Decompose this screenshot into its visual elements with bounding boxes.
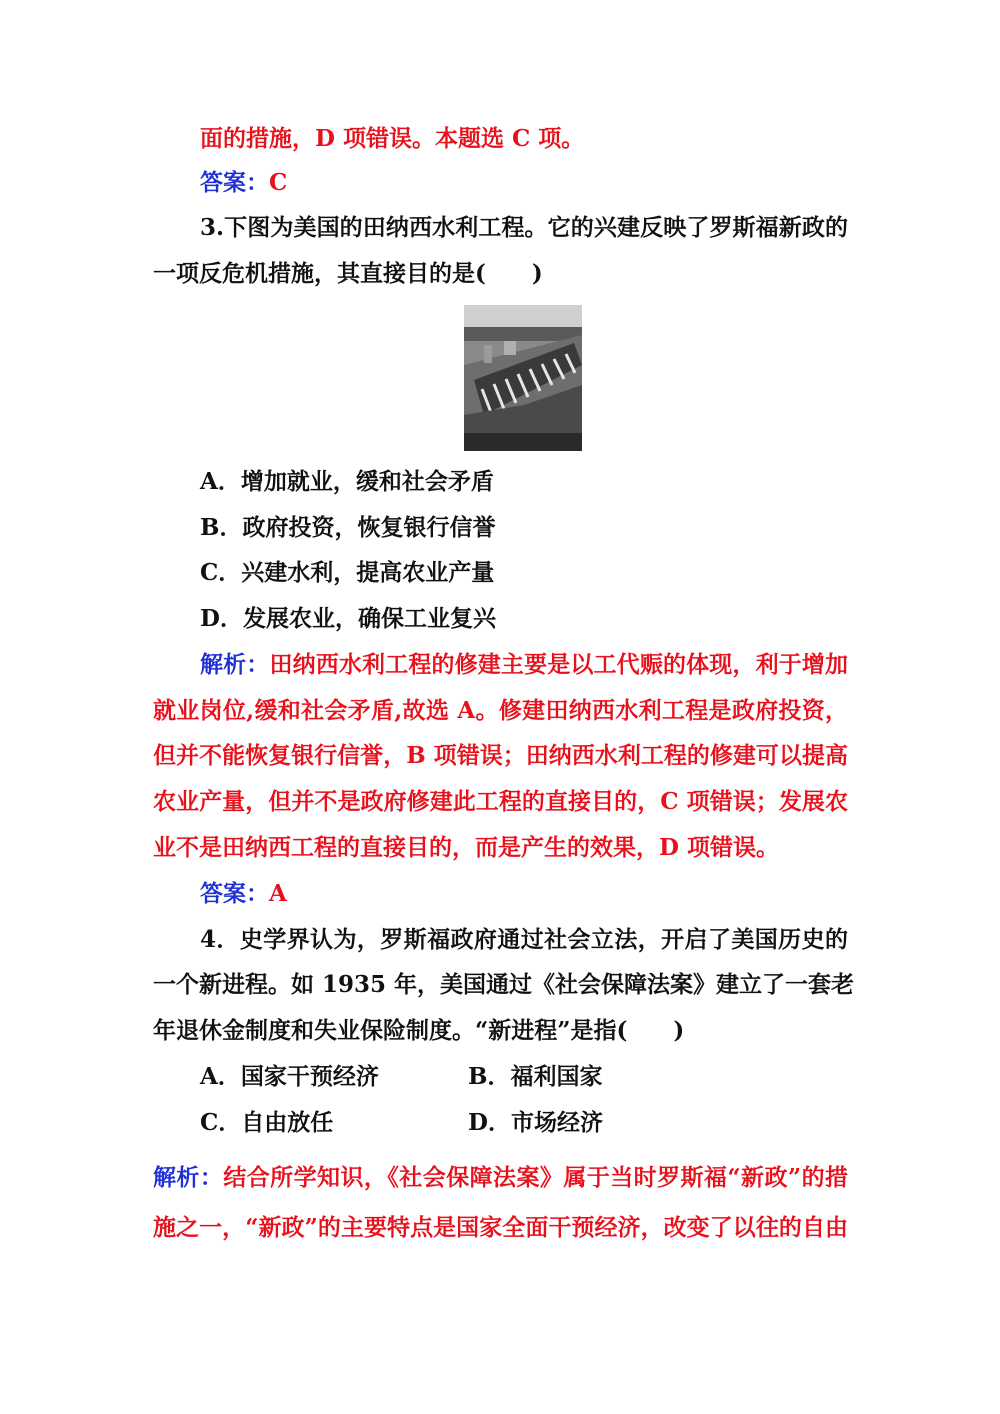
q4-analysis-line-2: 施之一，“新政”的主要特点是国家全面干预经济，改变了以往的自由: [153, 1214, 848, 1241]
q4-stem-line-2: 一个新进程。如 1935 年，美国通过《社会保障法案》建立了一套老: [153, 971, 855, 998]
q3-option-c: C．兴建水利，提高农业产量: [200, 559, 495, 586]
analysis-label: 解析：: [153, 1164, 224, 1191]
q3-stem-line-2: 一项反危机措施，其直接目的是( ): [153, 260, 543, 287]
q3-stem-line-1: 3.下图为美国的田纳西水利工程。它的兴建反映了罗斯福新政的: [200, 214, 848, 241]
q3-option-b: B．政府投资，恢复银行信誉: [200, 514, 496, 541]
q4-analysis-line-1: 解析：结合所学知识，《社会保障法案》属于当时罗斯福“新政”的措: [153, 1164, 848, 1191]
q4-option-c: C．自由放任: [200, 1109, 334, 1136]
continued-analysis-line: 面的措施，D 项错误。本题选 C 项。: [200, 125, 585, 152]
q4-option-d: D．市场经济: [468, 1109, 603, 1136]
q3-analysis-line-5: 业不是田纳西工程的直接目的，而是产生的效果，D 项错误。: [153, 834, 779, 861]
answer-line-q3: [200, 879, 287, 909]
analysis-label: 解析：: [200, 651, 270, 678]
tennessee-dam-photo: [464, 305, 582, 451]
answer-value: A: [269, 880, 287, 907]
q3-analysis-line-4: 农业产量，但并不是政府修建此工程的直接目的，C 项错误；发展农: [153, 788, 848, 815]
answer-label: 答案：: [200, 880, 269, 907]
q4-stem-line-1: 4．史学界认为，罗斯福政府通过社会立法，开启了美国历史的: [200, 926, 848, 953]
q4-stem-line-3: 年退休金制度和失业保险制度。“新进程”是指( ): [153, 1017, 685, 1044]
q3-option-d: D．发展农业，确保工业复兴: [200, 605, 496, 632]
answer-line-q2: [200, 168, 287, 198]
answer-label: 答案：: [200, 169, 269, 196]
q4-option-b: B．福利国家: [468, 1063, 603, 1090]
q3-analysis-line-3: 但并不能恢复银行信誉，B 项错误；田纳西水利工程的修建可以提高: [153, 742, 848, 769]
q3-analysis-line-1: 解析：田纳西水利工程的修建主要是以工代赈的体现，利于增加: [200, 651, 849, 678]
q3-analysis-line-2: 就业岗位,缓和社会矛盾,故选 A。修建田纳西水利工程是政府投资，: [153, 697, 848, 724]
answer-value: C: [269, 169, 288, 196]
q4-option-a: A．国家干预经济: [200, 1063, 379, 1090]
q3-option-a: A．增加就业，缓和社会矛盾: [200, 468, 494, 495]
